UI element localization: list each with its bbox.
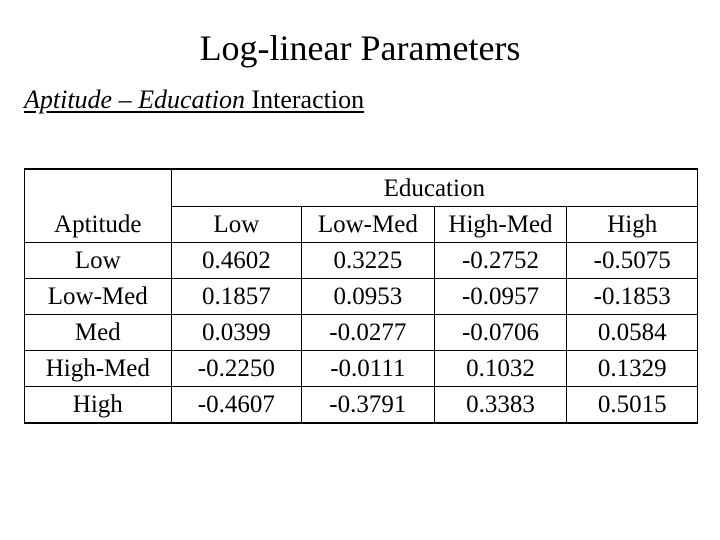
table-cell: 0.3383 [434,387,567,424]
education-group-header: Education [171,169,697,207]
row-label: Med [25,315,172,351]
table-cell: 0.1857 [171,279,302,315]
table-column-header-row [25,207,698,243]
table-cell: -0.1853 [567,279,698,315]
table-cell: -0.0706 [434,315,567,351]
table-cell: 0.0953 [302,279,434,315]
table-row [25,387,698,424]
table-cell: 0.1032 [434,351,567,387]
table-group-header-row [25,169,698,207]
table-cell: 0.4602 [171,243,302,279]
parameters-table [24,168,698,424]
slide-subtitle [24,84,364,116]
table-cell: 0.3225 [302,243,434,279]
table-row [25,351,698,387]
row-label: High [25,387,172,424]
subtitle-italic-text: Aptitude – Education [24,85,245,114]
table-row [25,279,698,315]
column-header-high-med: High-Med [434,207,567,243]
table-cell: -0.0277 [302,315,434,351]
table-cell: -0.5075 [567,243,698,279]
table-row [25,315,698,351]
column-header-high: High [567,207,698,243]
column-header-low: Low [171,207,302,243]
table-cell: -0.2752 [434,243,567,279]
row-label: Low [25,243,172,279]
table-cell: 0.1329 [567,351,698,387]
aptitude-row-header: Aptitude [25,207,172,243]
table-cell: 0.0584 [567,315,698,351]
corner-cell [25,169,172,207]
slide-title: Log-linear Parameters [199,28,521,68]
row-label: Low-Med [25,279,172,315]
table-cell: -0.0111 [302,351,434,387]
table-cell: -0.3791 [302,387,434,424]
table-row [25,243,698,279]
row-label: High-Med [25,351,172,387]
column-header-low-med: Low-Med [302,207,434,243]
table-cell: -0.4607 [171,387,302,424]
table-cell: 0.0399 [171,315,302,351]
table-cell: 0.5015 [567,387,698,424]
table-cell: -0.0957 [434,279,567,315]
subtitle-plain-text: Interaction [244,85,365,114]
table-cell: -0.2250 [171,351,302,387]
